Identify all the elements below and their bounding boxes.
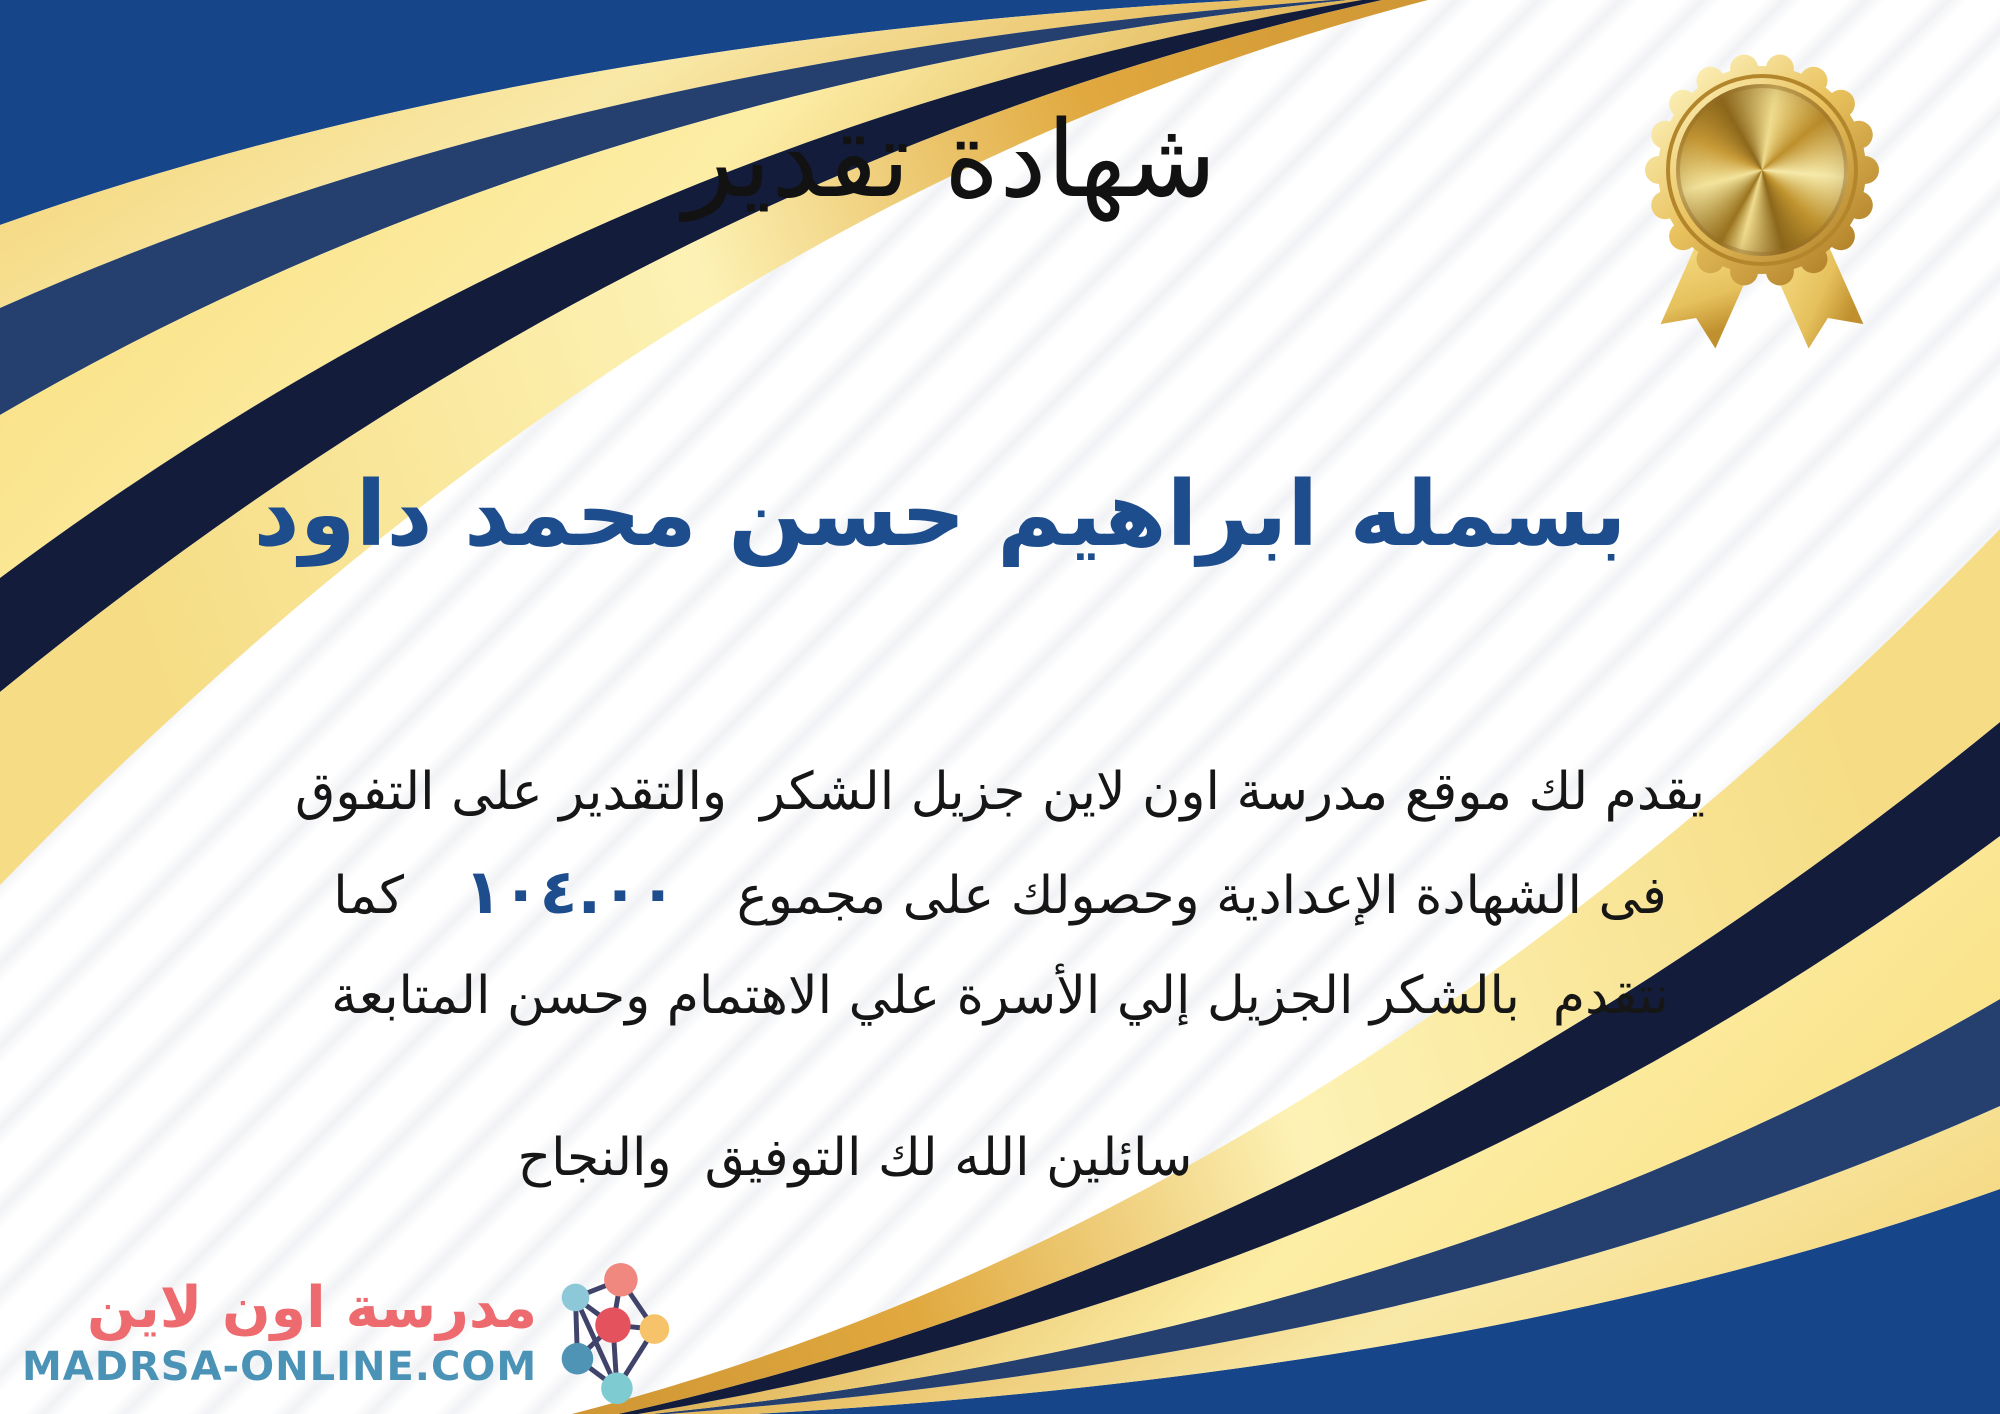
body-line-2-tail: كما (333, 866, 404, 926)
certificate-body (30, 742, 1970, 1046)
network-graph-icon (551, 1260, 671, 1408)
body-line-2 (30, 842, 1970, 946)
student-name: بسمله ابراهيم حسن محمد داود (253, 462, 1627, 567)
body-line-3: نتقدم بالشكر الجزيل إلي الأسرة علي الاهتمام وحسن المتابعة (331, 966, 1669, 1026)
body-line-2-text: فى الشهادة الإعدادية وحصولك على مجموع (736, 866, 1667, 926)
body-line-1: يقدم لك موقع مدرسة اون لاين جزيل الشكر والتقدير على التفوق (295, 762, 1705, 822)
certificate-title: شهادة تقدير (683, 98, 1217, 221)
closing-line: سائلين الله لك التوفيق والنجاح (517, 1128, 1193, 1188)
score-value: ١٠٤.٠٠ (463, 855, 677, 928)
site-logo (22, 1260, 671, 1408)
site-logo-text (22, 1275, 537, 1393)
site-domain: MADRSA-ONLINE.COM (22, 1344, 538, 1390)
site-name-arabic: مدرسة اون لاين (87, 1275, 538, 1341)
